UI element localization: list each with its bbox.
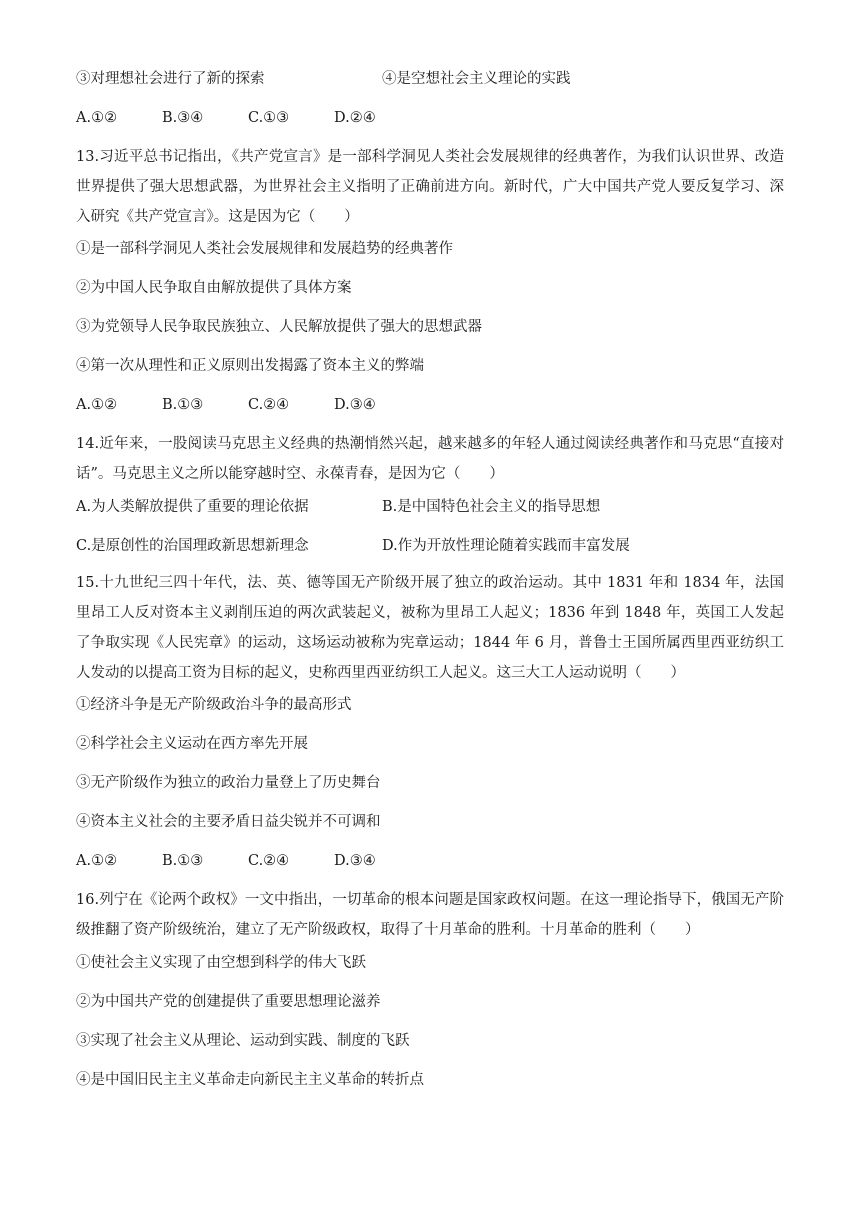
q12-option-d[interactable]: D.②④ [334, 110, 376, 126]
q12-options [76, 108, 420, 128]
q15-item-4: ④资本主义社会的主要矛盾日益尖锐并不可调和 [76, 814, 381, 830]
q15-option-d[interactable]: D.③④ [334, 853, 376, 869]
q15-item-3: ③无产阶级作为独立的政治力量登上了历史舞台 [76, 775, 381, 791]
q13-item-1: ①是一部科学洞见人类社会发展规律和发展趋势的经典著作 [76, 241, 453, 257]
q13-option-a[interactable]: A.①② [76, 397, 118, 413]
q15-stem: 15.十九世纪三四十年代，法、英、德等国无产阶级开展了独立的政治运动。其中 1831 年和 1834 年，法国里昂工人反对资本主义剥削压迫的两次武装起义，被称为里昂工人起义；1836 年到 1848 年，英国工人发起了争取实现《人民宪章》的运动，这场运动被称为宪章运动；1844 年 6 月，普鲁士王国所属西里西亚纺织工人发动的以提高工资为目标的起义，史称西里西亚纺织工人起义。这三大工人运动说明（ ） [76, 575, 784, 681]
q14-option-d[interactable]: D.作为开放性理论随着实践而丰富发展 [382, 538, 630, 554]
q13-options [76, 395, 420, 415]
q16-item-1: ①使社会主义实现了由空想到科学的伟大飞跃 [76, 955, 366, 971]
q15-item-1: ①经济斗争是无产阶级政治斗争的最高形式 [76, 697, 352, 713]
q16-item-4: ④是中国旧民主主义革命走向新民主主义革命的转折点 [76, 1072, 424, 1088]
q13-item-2: ②为中国人民争取自由解放提供了具体方案 [76, 280, 352, 296]
q16-stem: 16.列宁在《论两个政权》一文中指出，一切革命的根本问题是国家政权问题。在这一理论指导下，俄国无产阶级推翻了资产阶级统治，建立了无产阶级政权，取得了十月革命的胜利。十月革命的胜利（ ） [76, 892, 784, 938]
q14-option-c[interactable]: C.是原创性的治国理政新思想新理念 [76, 538, 309, 554]
q12-option-c[interactable]: C.①③ [248, 110, 290, 126]
q15-options [76, 851, 420, 871]
q13-option-b[interactable]: B.①③ [162, 397, 204, 413]
q15-option-c[interactable]: C.②④ [248, 853, 290, 869]
q15-option-a[interactable]: A.①② [76, 853, 118, 869]
q14-stem: 14.近年来，一股阅读马克思主义经典的热潮悄然兴起，越来越多的年轻人通过阅读经典著作和马克思“直接对话”。马克思主义之所以能穿越时空、永葆青春，是因为它（ ） [76, 436, 784, 482]
q13-option-c[interactable]: C.②④ [248, 397, 290, 413]
q15-option-b[interactable]: B.①③ [162, 853, 204, 869]
q16-item-2: ②为中国共产党的创建提供了重要思想理论滋养 [76, 994, 381, 1010]
q14-option-b[interactable]: B.是中国特色社会主义的指导思想 [382, 499, 601, 515]
q12-option-a[interactable]: A.①② [76, 110, 118, 126]
q12-item-3: ③对理想社会进行了新的探索 [76, 71, 265, 87]
q13-stem: 13.习近平总书记指出，《共产党宣言》是一部科学洞见人类社会发展规律的经典著作，为我们认识世界、改造世界提供了强大思想武器，为世界社会主义指明了正确前进方向。新时代，广大中国共产党人要反复学习、深入研究《共产党宣言》。这是因为它（ ） [76, 149, 784, 225]
q13-option-d[interactable]: D.③④ [334, 397, 376, 413]
q15-item-2: ②科学社会主义运动在西方率先开展 [76, 736, 308, 752]
q12-option-b[interactable]: B.③④ [162, 110, 204, 126]
q13-item-3: ③为党领导人民争取民族独立、人民解放提供了强大的思想武器 [76, 319, 482, 335]
q14-option-a[interactable]: A.为人类解放提供了重要的理论依据 [76, 499, 309, 515]
q13-item-4: ④第一次从理性和正义原则出发揭露了资本主义的弊端 [76, 358, 424, 374]
q12-item-4: ④是空想社会主义理论的实践 [382, 71, 571, 87]
q16-item-3: ③实现了社会主义从理论、运动到实践、制度的飞跃 [76, 1033, 410, 1049]
